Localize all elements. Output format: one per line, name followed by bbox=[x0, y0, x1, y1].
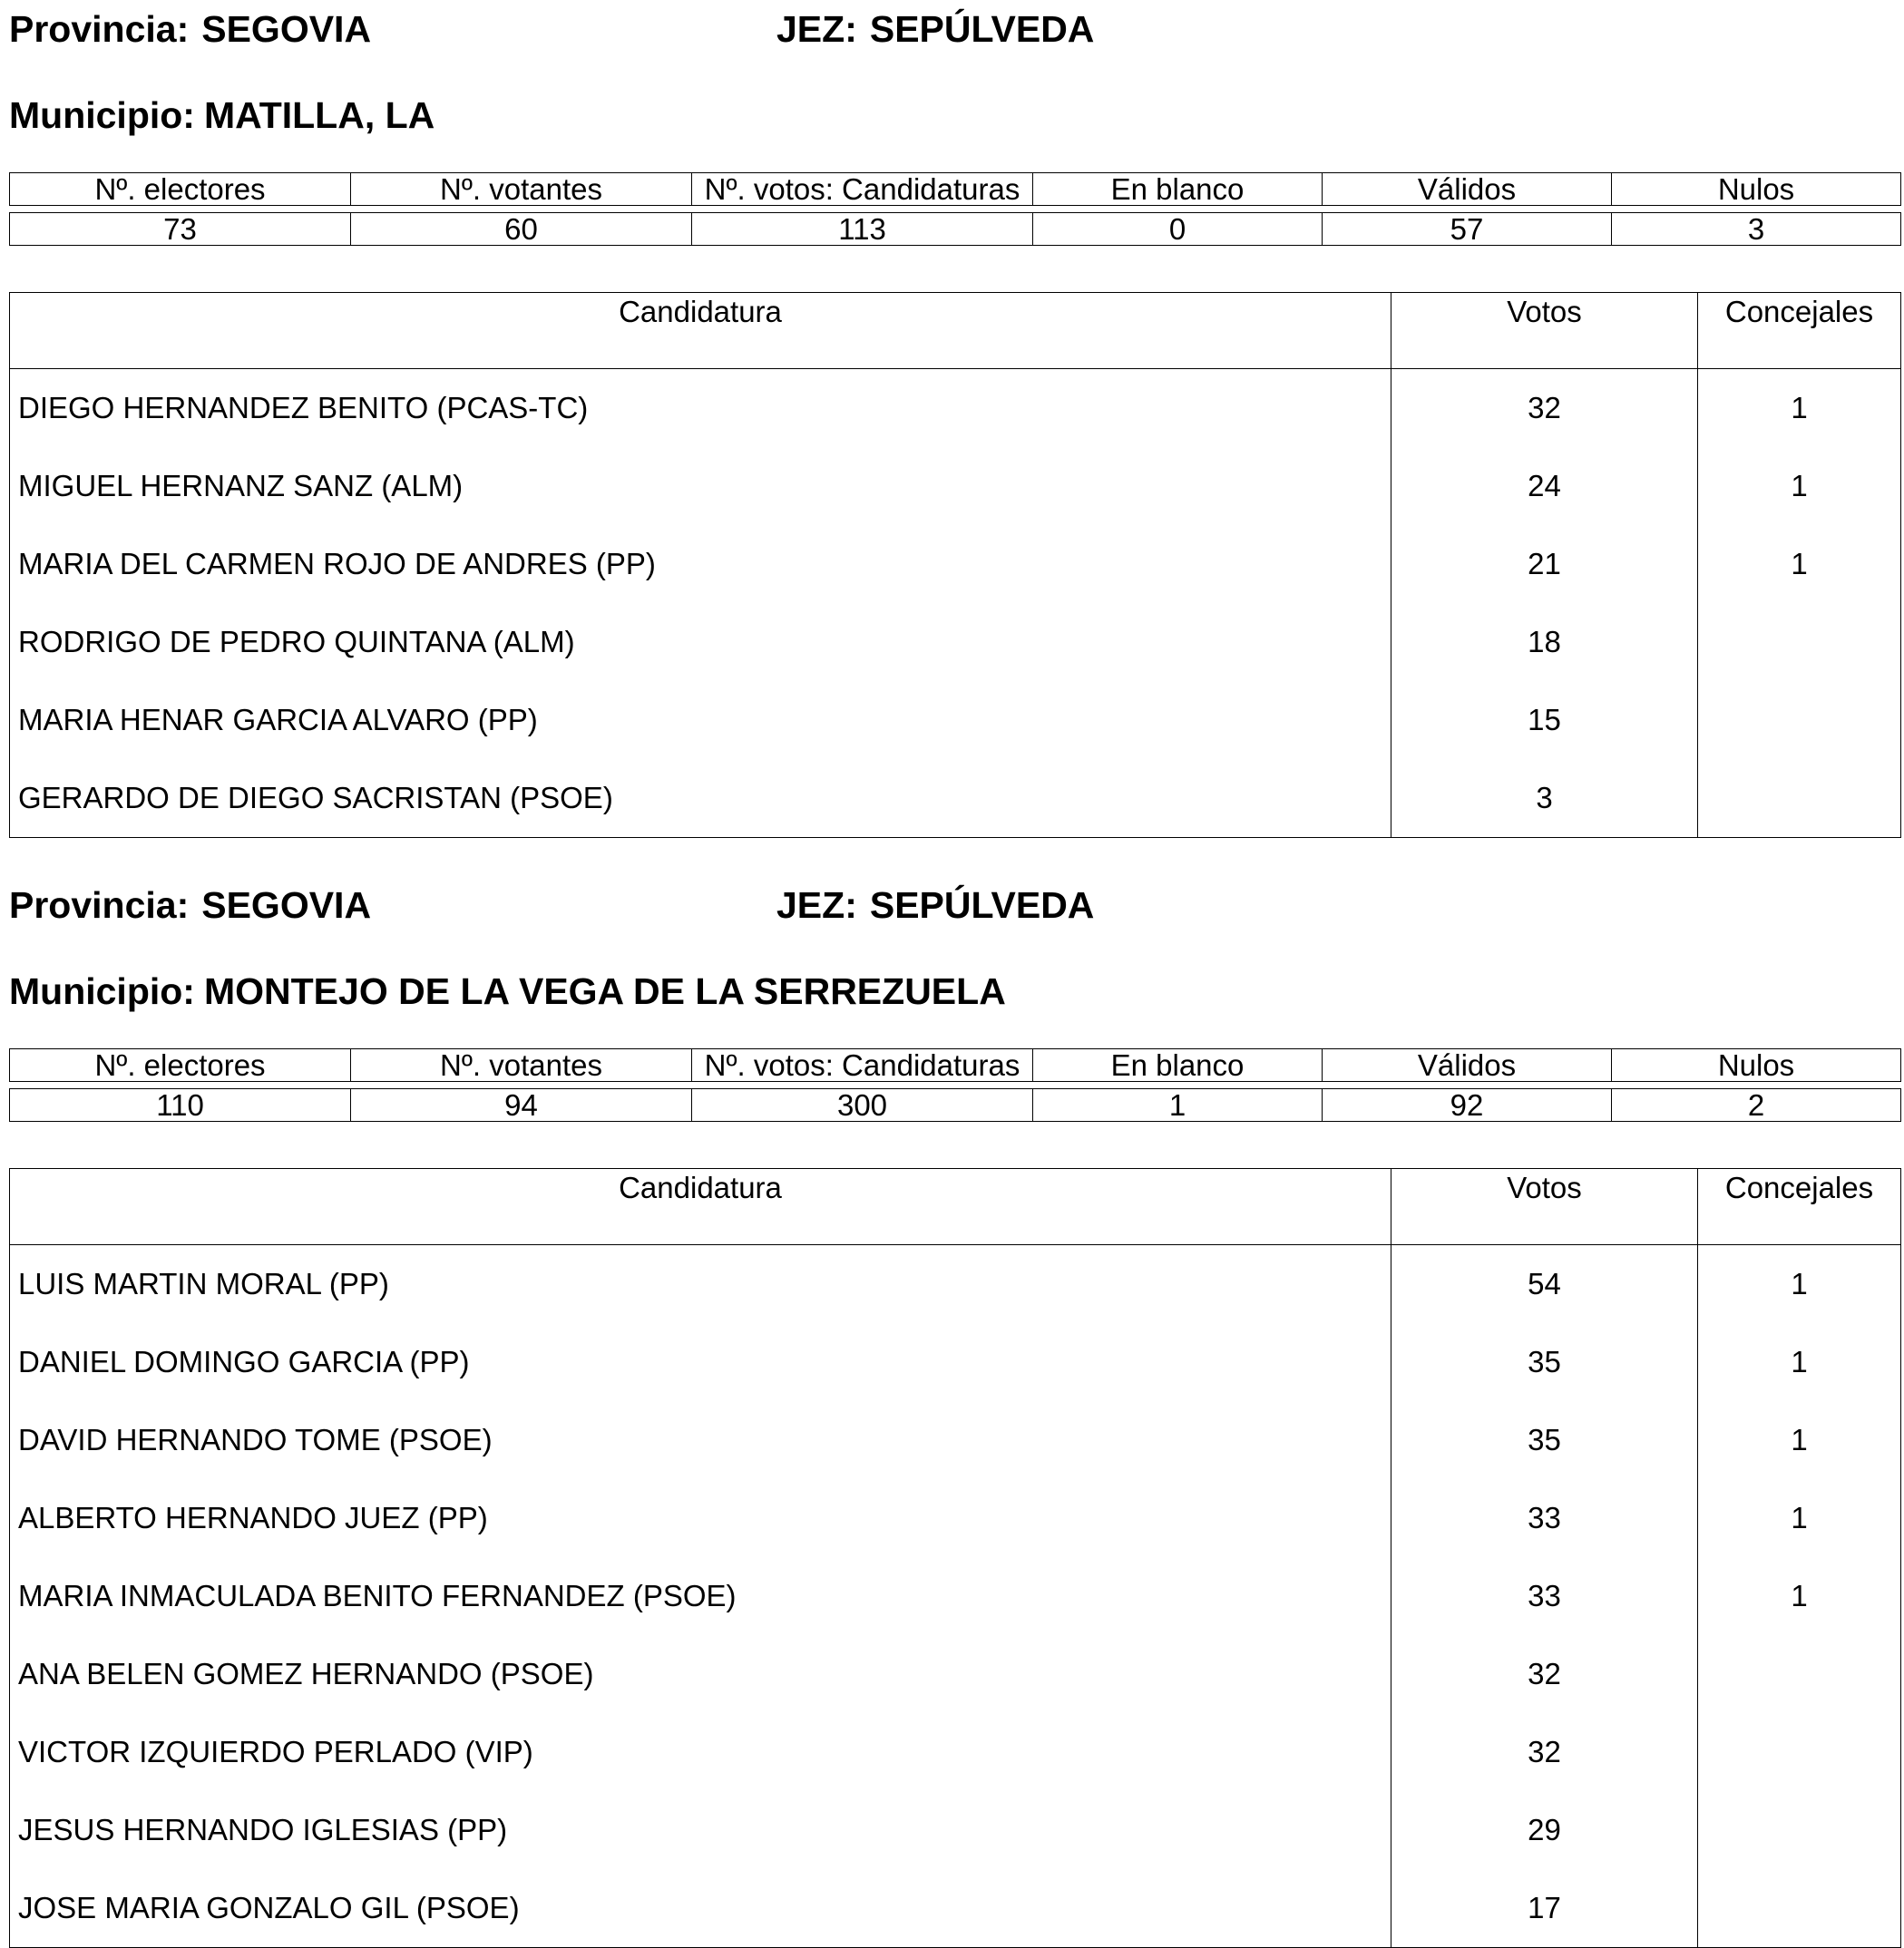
jez-label: JEZ: bbox=[776, 8, 857, 50]
concejales-header: Concejales bbox=[1698, 1169, 1901, 1245]
provincia-value: SEGOVIA bbox=[201, 884, 372, 926]
summary-values-row bbox=[10, 213, 1901, 246]
candidate-votos: 35 bbox=[1391, 1323, 1698, 1401]
candidate-concejales bbox=[1698, 603, 1901, 681]
candidate-votos: 24 bbox=[1391, 447, 1698, 525]
candidate-row bbox=[10, 1245, 1901, 1324]
concejales-header: Concejales bbox=[1698, 293, 1901, 369]
candidate-row bbox=[10, 525, 1901, 603]
summary-header-nulos: Nulos bbox=[1612, 1049, 1901, 1082]
provincia-line bbox=[9, 883, 371, 927]
candidate-concejales bbox=[1698, 1635, 1901, 1713]
municipio-label: Municipio: bbox=[9, 970, 195, 1012]
summary-value-en-blanco: 1 bbox=[1033, 1089, 1323, 1122]
candidates-header-row bbox=[10, 293, 1901, 369]
candidate-row bbox=[10, 603, 1901, 681]
summary-header-votantes: Nº. votantes bbox=[351, 1049, 692, 1082]
municipio-value: MATILLA, LA bbox=[203, 94, 435, 136]
summary-values-table bbox=[9, 1088, 1901, 1122]
candidate-name: ALBERTO HERNANDO JUEZ (PP) bbox=[18, 1501, 488, 1534]
candidate-concejales: 1 bbox=[1698, 1557, 1901, 1635]
candidate-name: ANA BELEN GOMEZ HERNANDO (PSOE) bbox=[18, 1657, 594, 1690]
candidate-concejales bbox=[1698, 1869, 1901, 1948]
candidate-name: JESUS HERNANDO IGLESIAS (PP) bbox=[18, 1813, 508, 1846]
candidate-name: MIGUEL HERNANZ SANZ (ALM) bbox=[18, 469, 464, 502]
summary-value-electores: 73 bbox=[10, 213, 351, 246]
candidate-votos: 21 bbox=[1391, 525, 1698, 603]
candidate-concejales: 1 bbox=[1698, 525, 1901, 603]
summary-value-votantes: 60 bbox=[351, 213, 692, 246]
candidates-table bbox=[9, 1168, 1901, 1948]
candidate-row bbox=[10, 447, 1901, 525]
candidate-name: MARIA INMACULADA BENITO FERNANDEZ (PSOE) bbox=[18, 1579, 737, 1612]
provincia-label: Provincia: bbox=[9, 884, 190, 926]
candidate-name: RODRIGO DE PEDRO QUINTANA (ALM) bbox=[18, 625, 575, 658]
candidate-row bbox=[10, 369, 1901, 448]
candidate-row bbox=[10, 1479, 1901, 1557]
candidate-concejales: 1 bbox=[1698, 1401, 1901, 1479]
summary-value-electores: 110 bbox=[10, 1089, 351, 1122]
summary-values-table bbox=[9, 212, 1901, 246]
candidate-concejales: 1 bbox=[1698, 1323, 1901, 1401]
summary-header-votos-candidaturas: Nº. votos: Candidaturas bbox=[692, 1049, 1033, 1082]
candidate-row bbox=[10, 1323, 1901, 1401]
summary-header-electores: Nº. electores bbox=[10, 1049, 351, 1082]
summary-header-nulos: Nulos bbox=[1612, 173, 1901, 206]
jez-line bbox=[776, 7, 1094, 51]
candidate-name: DAVID HERNANDO TOME (PSOE) bbox=[18, 1423, 493, 1456]
summary-header-en-blanco: En blanco bbox=[1033, 173, 1323, 206]
candidate-name: VICTOR IZQUIERDO PERLADO (VIP) bbox=[18, 1735, 533, 1768]
candidate-concejales: 1 bbox=[1698, 1245, 1901, 1324]
candidate-concejales: 1 bbox=[1698, 369, 1901, 448]
candidate-name: JOSE MARIA GONZALO GIL (PSOE) bbox=[18, 1891, 520, 1924]
candidate-votos: 54 bbox=[1391, 1245, 1698, 1324]
candidate-name: GERARDO DE DIEGO SACRISTAN (PSOE) bbox=[18, 781, 613, 814]
municipio-value: MONTEJO DE LA VEGA DE LA SERREZUELA bbox=[203, 970, 1006, 1012]
candidate-votos: 29 bbox=[1391, 1791, 1698, 1869]
candidate-name: MARIA DEL CARMEN ROJO DE ANDRES (PP) bbox=[18, 547, 656, 580]
jez-value: SEPÚLVEDA bbox=[869, 8, 1095, 50]
candidate-name: LUIS MARTIN MORAL (PP) bbox=[18, 1267, 389, 1300]
summary-value-validos: 57 bbox=[1323, 213, 1612, 246]
summary-header-en-blanco: En blanco bbox=[1033, 1049, 1323, 1082]
candidate-votos: 3 bbox=[1391, 759, 1698, 838]
summary-header-table bbox=[9, 172, 1901, 206]
summary-header-votantes: Nº. votantes bbox=[351, 173, 692, 206]
candidate-votos: 35 bbox=[1391, 1401, 1698, 1479]
summary-values-row bbox=[10, 1089, 1901, 1122]
provincia-line bbox=[9, 7, 371, 51]
candidate-votos: 17 bbox=[1391, 1869, 1698, 1948]
summary-header-validos: Válidos bbox=[1323, 1049, 1612, 1082]
summary-value-en-blanco: 0 bbox=[1033, 213, 1323, 246]
candidate-votos: 15 bbox=[1391, 681, 1698, 759]
jez-value: SEPÚLVEDA bbox=[869, 884, 1095, 926]
municipio-line bbox=[9, 93, 435, 137]
summary-header-row bbox=[10, 173, 1901, 206]
candidate-concejales bbox=[1698, 681, 1901, 759]
summary-value-votos-candidaturas: 113 bbox=[692, 213, 1033, 246]
summary-value-nulos: 2 bbox=[1612, 1089, 1901, 1122]
summary-value-votos-candidaturas: 300 bbox=[692, 1089, 1033, 1122]
summary-header-votos-candidaturas: Nº. votos: Candidaturas bbox=[692, 173, 1033, 206]
summary-header-row bbox=[10, 1049, 1901, 1082]
candidate-row bbox=[10, 681, 1901, 759]
candidate-concejales: 1 bbox=[1698, 447, 1901, 525]
jez-label: JEZ: bbox=[776, 884, 857, 926]
provincia-value: SEGOVIA bbox=[201, 8, 372, 50]
candidate-row bbox=[10, 1791, 1901, 1869]
candidatura-header: Candidatura bbox=[10, 1169, 1391, 1245]
candidate-row bbox=[10, 1401, 1901, 1479]
votos-header: Votos bbox=[1391, 1169, 1698, 1245]
candidate-votos: 32 bbox=[1391, 1713, 1698, 1791]
candidate-votos: 18 bbox=[1391, 603, 1698, 681]
summary-value-votantes: 94 bbox=[351, 1089, 692, 1122]
summary-header-electores: Nº. electores bbox=[10, 173, 351, 206]
candidatura-header: Candidatura bbox=[10, 293, 1391, 369]
municipio-label: Municipio: bbox=[9, 94, 195, 136]
candidate-concejales: 1 bbox=[1698, 1479, 1901, 1557]
candidate-row bbox=[10, 1869, 1901, 1948]
municipio-line bbox=[9, 969, 1006, 1013]
candidate-row bbox=[10, 1557, 1901, 1635]
candidate-votos: 33 bbox=[1391, 1557, 1698, 1635]
candidate-row bbox=[10, 759, 1901, 838]
summary-header-table bbox=[9, 1048, 1901, 1082]
summary-value-validos: 92 bbox=[1323, 1089, 1612, 1122]
candidate-votos: 32 bbox=[1391, 1635, 1698, 1713]
candidate-name: DIEGO HERNANDEZ BENITO (PCAS-TC) bbox=[18, 391, 589, 424]
votos-header: Votos bbox=[1391, 293, 1698, 369]
candidate-concejales bbox=[1698, 1791, 1901, 1869]
candidates-table bbox=[9, 292, 1901, 838]
summary-value-nulos: 3 bbox=[1612, 213, 1901, 246]
candidate-votos: 32 bbox=[1391, 369, 1698, 448]
summary-header-validos: Válidos bbox=[1323, 173, 1612, 206]
candidate-concejales bbox=[1698, 759, 1901, 838]
candidates-header-row bbox=[10, 1169, 1901, 1245]
candidate-row bbox=[10, 1635, 1901, 1713]
candidate-votos: 33 bbox=[1391, 1479, 1698, 1557]
candidate-name: MARIA HENAR GARCIA ALVARO (PP) bbox=[18, 703, 538, 736]
jez-line bbox=[776, 883, 1094, 927]
candidate-row bbox=[10, 1713, 1901, 1791]
provincia-label: Provincia: bbox=[9, 8, 190, 50]
candidate-concejales bbox=[1698, 1713, 1901, 1791]
candidate-name: DANIEL DOMINGO GARCIA (PP) bbox=[18, 1345, 470, 1378]
